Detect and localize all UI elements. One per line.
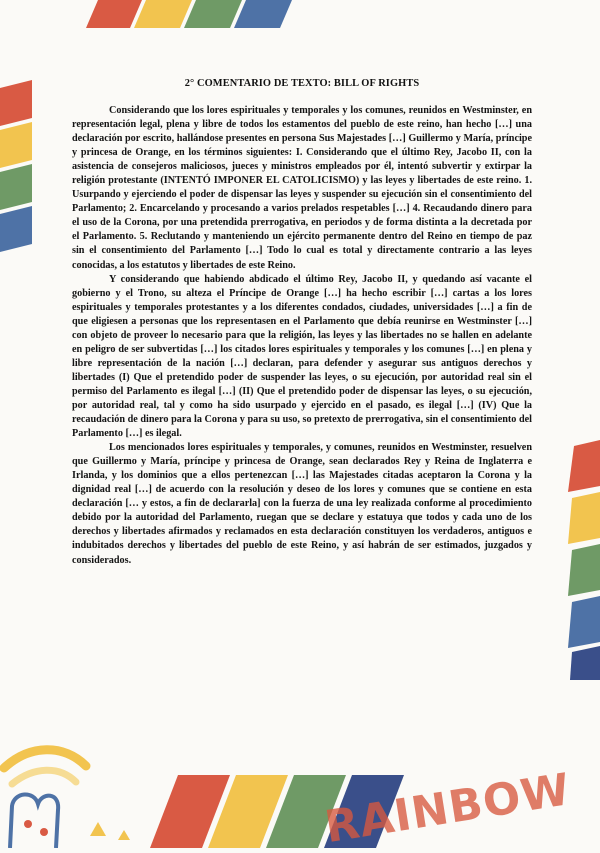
top-rainbow-stripes xyxy=(80,0,300,30)
page-title: 2° COMENTARIO DE TEXTO: BILL OF RIGHTS xyxy=(184,77,420,89)
paragraph-3: Los mencionados lores espirituales y temporales, y comunes, reunidos en Westminster, resuelven que Guillermo y María, príncipe y princesa de Orange, sean declarados Rey y Reina de Inglaterra e Irlanda, y los dominios que a ellos pertenezcan […] las Majestades citadas aceptaron la Corona y la dignidad real […] de acuerdo con la resolución y deseo de los lores y comunes que se contiene en esta declaración [… y estos, a fin de declararla] con la fuerza de una ley realizada conforme al procedimiento debido por la autoridad del Parlamento, ruegan que se declare y estatuya que todos y cada uno de los derechos y libertades afirmados y reclamados en esta declaración constituyen los verdaderos, antiguos e indubitados derechos y libertades del pueblo de este Reino, y así habrán de ser estimados, juzgados y considerados. xyxy=(72,442,532,566)
left-rainbow-stripes xyxy=(0,80,36,255)
paragraph-1: Considerando que los lores espirituales y temporales y los comunes, reunidos en Westminster, en representación legal, plena y libre de todos los estamentos del pueblo de este reino, han hecho […] una declaración por escrito, hallándose presentes en persona Sus Majestades […] Guillermo y María, príncipe y princesa de Orange, en los términos siguientes: I. Considerando que el último Rey, Jacobo II, con la asistencia de consejeros maliciosos, jueces y ministros empleados por él, intentó subvertir y extirpar la religión protestante (INTENTÓ IMPONER EL CATOLICISMO) y las leyes y libertades de este reino. 1. Usurpando y ejerciendo el poder de dispensar las leyes y suspender su ejecución sin el consentimiento del Parlamento; 2. Encarcelando y procesando a varios prelados respetables […] 4. Recaudando dinero para el uso de la Corona, por una pretendida prerrogativa, en periodos y de forma distinta a la decretada por el Parlamento. 5. Reclutando y manteniendo un ejército permanente dentro del Reino en tiempo de paz sin el consentimiento del Parlamento […] Todo lo cual es total y directamente contrario a las leyes conocidas, a los estatutos y libertades de este Reino. xyxy=(72,105,532,271)
paragraph-2: Y considerando que habiendo abdicado el último Rey, Jacobo II, y quedando así vacante el gobierno y el Trono, su alteza el Príncipe de Orange […] ha hecho escribir […] cartas a los lores espirituales y temporales protestantes y a los diferentes condados, ciudades, universidades […] a fin de que eligiesen a personas que los representasen en el Parlamento que debía reunirse en Westminster […] con objeto de proveer lo necesario para que la religión, las leyes y las libertades no se hallen en adelante en peligro de ser subvertidas […] los citados lores espirituales y temporales y los comunes […] en plena y libre representación de la nación […] declaran, para defender y asegurar sus antiguos derechos y libertades (I) Que el pretendido poder de suspender las leyes, o su ejecución, por autoridad real sin el permiso del Parlamento es ilegal […] (II) Que el pretendido poder de dispensar las leyes, o su ejecución, por autoridad real, tal y como ha sido usurpado y ejercido en el pasado, es ilegal […] (IV) Que la recaudación de dinero para la Corona y para su uso, so pretexto de prerrogativa, sin el consentimiento del Parlamento […] es ilegal. xyxy=(72,273,532,440)
bottom-left-doodles xyxy=(0,740,150,848)
brand-lettering: RAINBOW xyxy=(321,763,575,853)
right-rainbow-stripes xyxy=(568,440,600,680)
document-body xyxy=(72,104,532,568)
